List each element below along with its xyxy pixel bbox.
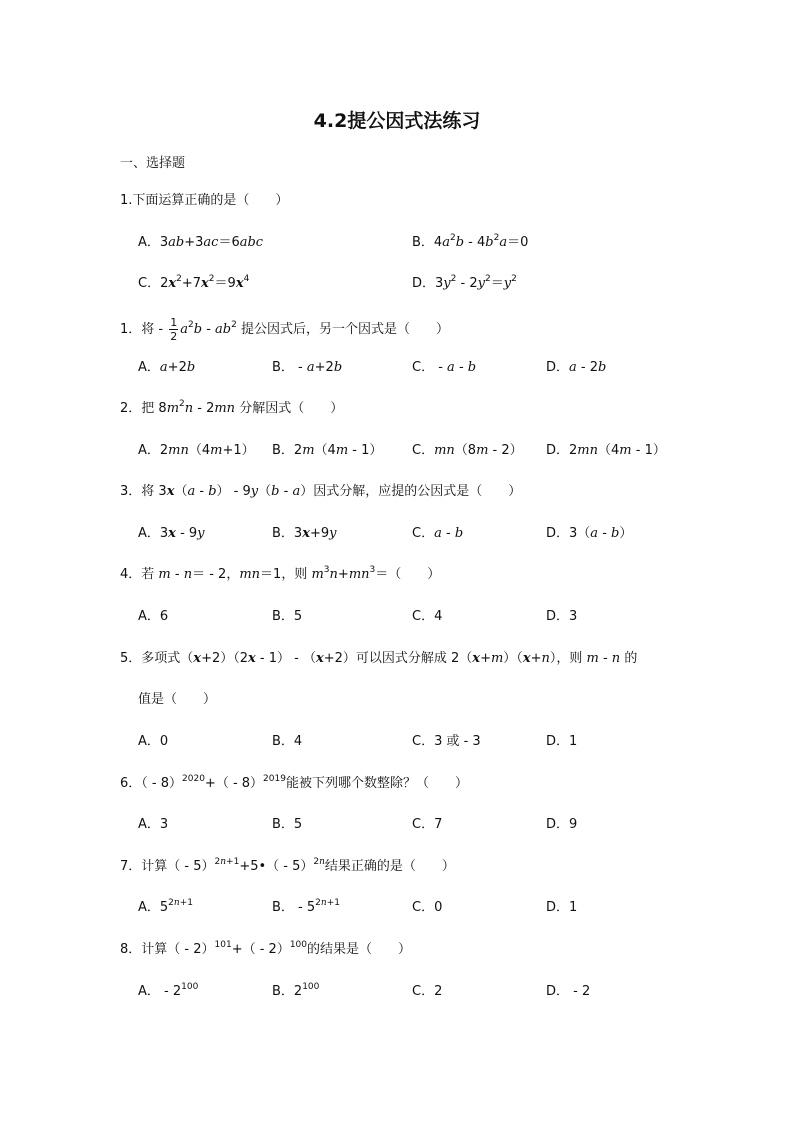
q1b-option-d: D．a - 2b [546, 360, 607, 375]
question-5: 5．多项式（x+2）（2x - 1） - （x+2）可以因式分解成 2（x+m）（x+n），则 m - n 的 [120, 651, 638, 666]
q7-option-a: A．$5^{2n+1}$ [138, 898, 193, 915]
q2-option-a: A．2mn（4m+1） [138, 443, 255, 458]
q5-option-b: B．4 [272, 734, 303, 749]
q1-option-a: A．3ab+3ac＝6abc [138, 235, 264, 250]
question-7: 7．计算（ - 5）$^{2n+1}$+5•（ - 5）$^{2n}$结果正确的是（ ） [120, 857, 455, 874]
question-1b: 1．将 - $\frac{1}{2}$ $a^2b - ab^2$ 提公因式后，另一个因式是（ ） [120, 316, 450, 343]
q5-option-c: C．3 或 - 3 [412, 734, 481, 749]
page-title: 4.2提公因式法练习 [313, 110, 481, 132]
q7-option-c: C．0 [412, 900, 443, 915]
q4-option-c: C．4 [412, 609, 443, 624]
q8-option-d: D． - 2 [546, 984, 591, 999]
q3-option-b: B．3x+9y [272, 526, 337, 541]
q1-option-d: D．$3y^2 - 2y^2=y^2$ [412, 274, 517, 291]
question-5-continued: 值是（ ） [138, 692, 217, 707]
question-1: 1.下面运算正确的是（ ） [120, 193, 289, 208]
q6-option-a: A．3 [138, 817, 169, 832]
q1-option-c: C．$2x^2+7x^2=9x^4$ [138, 274, 250, 291]
q2-option-d: D．2mn（4m - 1） [546, 443, 666, 458]
question-4: 4．若 m - n＝ - 2，mn＝1，则 $m^3n+mn^3=$（ ） [120, 565, 441, 582]
q5-option-d: D．1 [546, 734, 578, 749]
question-3: 3．将 3x（a - b） - 9y（b - a）因式分解，应提的公因式是（ ） [120, 484, 522, 499]
question-2: 2．把 $8m^2n - 2mn$ 分解因式（ ） [120, 399, 344, 416]
q1-option-b: B．$4a^2b - 4b^2a=0$ [412, 233, 529, 250]
q4-option-b: B．5 [272, 609, 303, 624]
q3-option-d: D．3（a - b） [546, 526, 633, 541]
q3-option-a: A．3x - 9y [138, 526, 205, 541]
q7-option-b: B． - $5^{2n+1}$ [272, 898, 340, 915]
q1b-option-a: A．a+2b [138, 360, 196, 375]
q3-option-c: C．a - b [412, 526, 464, 541]
q4-option-d: D．3 [546, 609, 578, 624]
q6-option-c: C．7 [412, 817, 443, 832]
q8-option-c: C．2 [412, 984, 443, 999]
section-heading: 一、选择题 [120, 156, 186, 171]
q6-option-b: B．5 [272, 817, 303, 832]
q1b-option-c: C． - a - b [412, 360, 477, 375]
q6-option-d: D．9 [546, 817, 578, 832]
q7-option-d: D．1 [546, 900, 578, 915]
q4-option-a: A．6 [138, 609, 169, 624]
q8-option-b: B．$2^{100}$ [272, 982, 320, 999]
question-8: 8．计算（ - 2）$^{101}$+（ - 2）$^{100}$的结果是（ ） [120, 940, 412, 957]
q2-option-c: C．mn（8m - 2） [412, 443, 523, 458]
q2-option-b: B．2m（4m - 1） [272, 443, 383, 458]
q1b-option-b: B． - a+2b [272, 360, 343, 375]
q5-option-a: A．0 [138, 734, 169, 749]
fraction: $\frac{1}{2}$ [170, 316, 178, 343]
question-6: 6．（ - 8）$^{2020}$+（ - 8）$^{2019}$能被下列哪个数整除？（ ） [120, 774, 468, 791]
q8-option-a: A． - $2^{100}$ [138, 982, 199, 999]
